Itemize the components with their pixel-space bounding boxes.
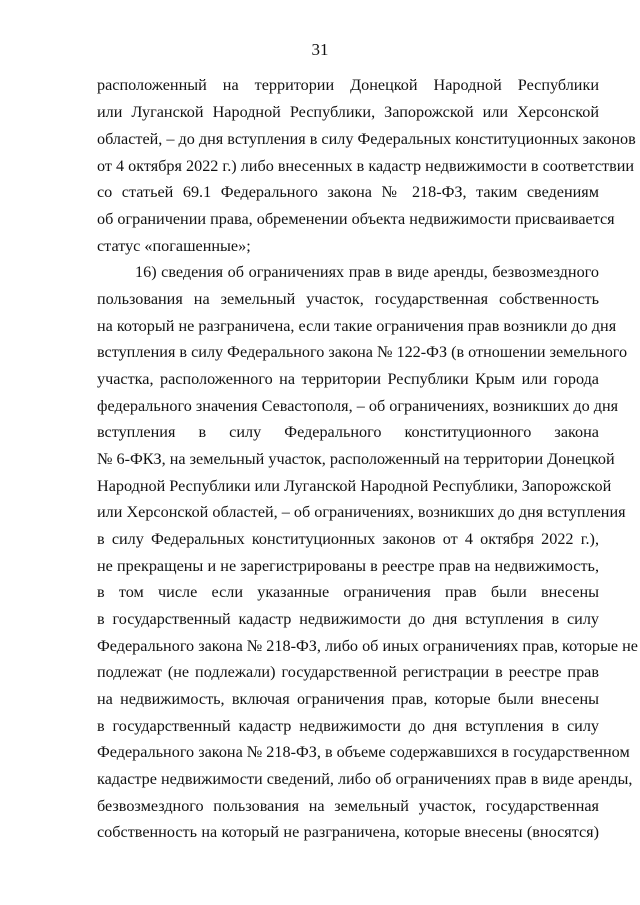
text-line-10: на который не разграничена, если такие ограничения прав возникли до дня [97,317,617,335]
text-line-17: или Херсонской областей, – об ограничениях, возникших до дня вступления [97,503,626,521]
text-line-7: статус «погашенные»; [97,237,251,255]
text-line-21: в государственный кадастр недвижимости до дня вступления в силу [97,610,599,628]
text-line-6: об ограничении права, обременении объекта недвижимости присваивается [97,210,615,228]
text-line-20: в том числе если указанные ограничения прав были внесены [97,583,599,601]
text-line-14: вступления в силу Федерального конституционного закона [97,423,599,441]
text-line-4: от 4 октября 2022 г.) либо внесенных в кадастр недвижимости в соответствии [97,157,635,175]
text-line-2: или Луганской Народной Республики, Запорожской или Херсонской [97,103,599,121]
text-line-5: со статьей 69.1 Федерального закона № 218-ФЗ, таким сведениям [97,183,599,201]
text-line-16: Народной Республики или Луганской Народной Республики, Запорожской [97,477,612,495]
page-number: 31 [311,40,329,59]
text-line-23: подлежат (не подлежали) государственной регистрации в реестре прав [97,663,599,681]
text-line-3: областей, – до дня вступления в силу Федеральных конституционных законов [97,130,636,148]
text-line-11: вступления в силу Федерального закона № 122-ФЗ (в отношении земельного [97,343,628,361]
text-line-15: № 6-ФКЗ, на земельный участок, расположенный на территории Донецкой [97,450,615,468]
text-line-28: безвозмездного пользования на земельный участок, государственная [97,797,599,815]
text-line-18: в силу Федеральных конституционных законов от 4 октября 2022 г.), [97,530,599,548]
text-line-26: Федерального закона № 218-ФЗ, в объеме содержавшихся в государственном [97,743,630,761]
text-line-29: собственность на который не разграничена, которые внесены (вносятся) [97,823,599,841]
text-line-13: федерального значения Севастополя, – об ограничениях, возникших до дня [97,397,619,415]
paragraph-16-first-line: 16) сведения об ограничениях прав в виде аренды, безвозмездного [135,263,599,281]
text-line-1: расположенный на территории Донецкой Народной Республики [97,76,599,94]
text-line-27: кадастре недвижимости сведений, либо об ограничениях прав в виде аренды, [97,770,633,788]
text-line-24: на недвижимость, включая ограничения прав, которые были внесены [97,690,599,708]
text-line-9: пользования на земельный участок, государственная собственность [97,290,599,308]
text-line-12: участка, расположенного на территории Республики Крым или города [97,370,599,388]
text-line-25: в государственный кадастр недвижимости до дня вступления в силу [97,717,599,735]
text-line-19: не прекращены и не зарегистрированы в реестре прав на недвижимость, [97,557,599,575]
text-line-22: Федерального закона № 218-ФЗ, либо об иных ограничениях прав, которые не [97,637,638,655]
